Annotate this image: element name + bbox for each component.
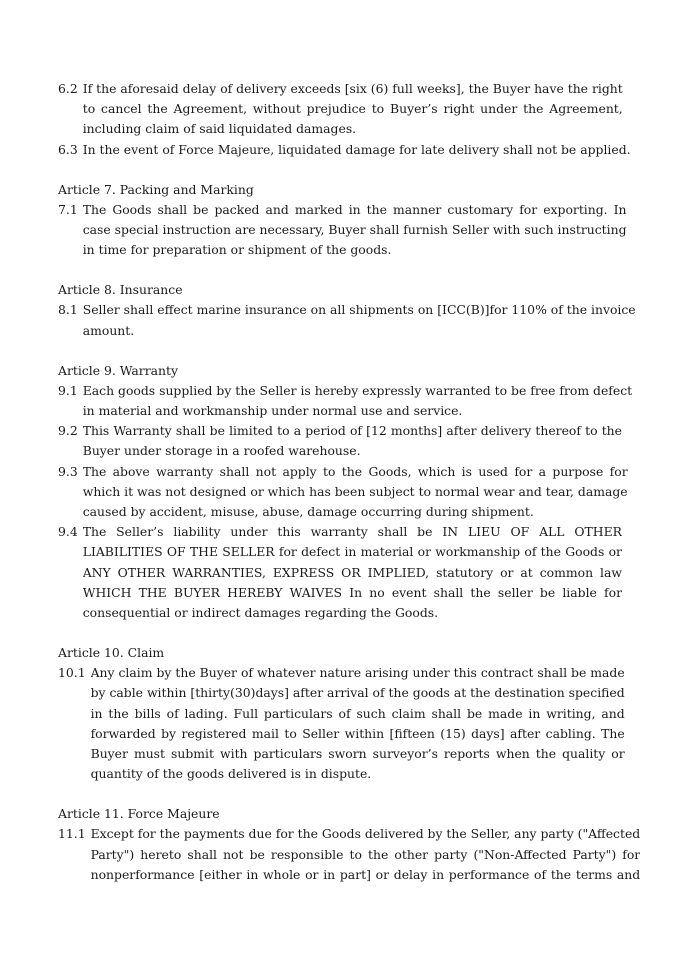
clause-line: WHICH THE BUYER HEREBY WAIVES In no event shall the seller be liable for: [82, 584, 622, 600]
article-8-heading: Article 8. Insurance: [58, 282, 183, 298]
clause-body: [83, 200, 627, 261]
clause-number: 6.3: [58, 141, 78, 157]
clause-line: Any claim by the Buyer of whatever nature arising under this contract shall be made: [90, 665, 625, 681]
clause-line: amount.: [82, 322, 135, 338]
clause-number: 11.1: [58, 826, 86, 842]
clause-body: [83, 381, 632, 421]
clause-line: Buyer under storage in a roofed warehouse.: [82, 443, 361, 459]
clause-6-2: [58, 79, 622, 140]
clause-line: Party") hereto shall not be responsible to the other party ("Non-Affected Party") for: [90, 846, 641, 862]
clause-body: [91, 824, 641, 885]
clause-number: 9.1: [58, 382, 78, 398]
clause-number: 7.1: [58, 201, 78, 217]
clause-line: in material and workmanship under normal use and service.: [82, 403, 463, 419]
clause-line: LIABILITIES OF THE SELLER for defect in material or workmanship of the Goods or: [82, 544, 622, 560]
clause-9-2: [58, 421, 622, 461]
clause-number: 9.3: [58, 463, 78, 479]
clause-line: The above warranty shall not apply to the Goods, which is used for a purpose for: [82, 463, 628, 479]
clause-number: 9.2: [58, 423, 78, 439]
clause-line: which it was not designed or which has been subject to normal wear and tear, damage: [82, 483, 628, 499]
article-10-heading: Article 10. Claim: [58, 645, 165, 661]
clause-line: ANY OTHER WARRANTIES, EXPRESS OR IMPLIED, statutory or at common law: [82, 564, 622, 580]
clause-line: in the bills of lading. Full particulars of such claim shall be made in writing, and: [90, 705, 625, 721]
clause-number: 9.4: [58, 524, 78, 540]
clause-body: [83, 140, 631, 160]
clause-9-3: [58, 462, 628, 523]
clause-line: The Goods shall be packed and marked in the manner customary for exporting. In: [82, 201, 627, 217]
clause-body: [83, 79, 623, 140]
clause-line: consequential or indirect damages regarding the Goods.: [82, 605, 439, 621]
clause-body: [83, 462, 628, 523]
clause-line: Seller shall effect marine insurance on all shipments on [ICC(B)]for 110% of the invoice: [82, 302, 636, 318]
clause-line: quantity of the goods delivered is in dispute.: [90, 766, 372, 782]
clause-line: caused by accident, misuse, abuse, damage occurring during shipment.: [82, 504, 534, 520]
clause-11-1: [58, 824, 641, 885]
clause-body: [83, 522, 622, 623]
article-11-heading: Article 11. Force Majeure: [58, 806, 220, 822]
clause-number: 6.2: [58, 81, 78, 96]
clause-line: Buyer must submit with particulars sworn surveyor’s reports when the quality or: [90, 746, 625, 762]
clause-line: The Seller’s liability under this warranty shall be IN LIEU OF ALL OTHER: [82, 524, 622, 540]
clause-10-1: [58, 663, 625, 784]
clause-line: nonperformance [either in whole or in part] or delay in performance of the terms and: [90, 866, 641, 882]
clause-line: in time for preparation or shipment of the goods.: [82, 242, 392, 258]
clause-line: including claim of said liquidated damages.: [82, 121, 357, 137]
clause-9-1: [58, 381, 633, 421]
clause-line: This Warranty shall be limited to a period of [12 months] after delivery thereof to the: [82, 423, 622, 439]
clause-line: Except for the payments due for the Goods delivered by the Seller, any party ("Affected: [90, 826, 641, 842]
clause-number: 8.1: [58, 302, 78, 318]
clause-body: [91, 663, 625, 784]
clause-number: 10.1: [58, 665, 86, 681]
clause-line: Each goods supplied by the Seller is hereby expressly warranted to be free from defect: [82, 382, 633, 398]
clause-8-1: [58, 300, 636, 340]
clause-9-4: [58, 522, 622, 623]
clause-7-1: [58, 200, 627, 261]
clause-line: In the event of Force Majeure, liquidated damage for late delivery shall not be applied.: [82, 141, 631, 157]
clause-body: [83, 421, 622, 461]
article-7-heading: Article 7. Packing and Marking: [58, 181, 254, 197]
clause-6-3: [58, 140, 631, 160]
article-9-heading: Article 9. Warranty: [58, 362, 178, 378]
clause-line: to cancel the Agreement, without prejudice to Buyer’s right under the Agreement,: [82, 101, 623, 117]
clause-body: [83, 300, 636, 340]
clause-line: If the aforesaid delay of delivery exceeds [six (6) full weeks], the Buyer have the right: [82, 81, 623, 96]
clause-line: case special instruction are necessary, Buyer shall furnish Seller with such instructing: [82, 222, 627, 238]
contract-text: [58, 79, 641, 885]
clause-line: forwarded by registered mail to Seller within [fifteen (15) days] after cabling. The: [90, 725, 625, 741]
clause-line: by cable within [thirty(30)days] after arrival of the goods at the destination specified: [90, 685, 625, 701]
